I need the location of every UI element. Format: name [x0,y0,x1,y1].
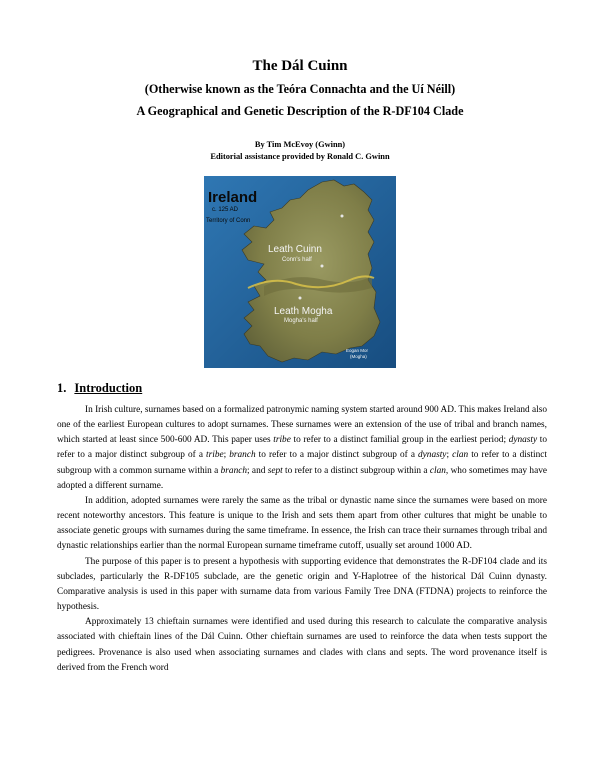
place-marker [341,215,344,218]
paragraph-text: to refer to a distinct familial group in the earliest period; [290,435,509,446]
term-branch: branch [229,450,256,461]
place-marker [321,265,324,268]
south-half-label: Mogha's half [284,318,318,324]
term-branch: branch [220,465,247,476]
north-half-label: Conn's half [282,257,312,263]
paragraph-2: In addition, adopted surnames were rarely the same as the tribal or dynastic name since the surnames were based on more recent noteworthy ancestors. This feature is unique to the Irish and sets them apart from other cultures that might be unable to associate genetic groups with surnames during the same timeframe. In essence, the Irish can trace their surnames through tribal and dynastic relationships earlier than the normal European surname timeframe cutoff, usually set around 1000 AD. [57,495,547,552]
place-marker [299,297,302,300]
author-line: By Tim McEvoy (Gwinn) [254,140,346,149]
north-region-label: Leath Cuinn [268,244,322,255]
paragraph-text: to refer to a distinct subgroup with a common surname within a [57,450,548,476]
paragraph-text: to refer to a major distinct subgroup of a [57,435,548,461]
document-subtitle: (Otherwise known as the Teóra Connachta and the Uí Néill) [144,82,456,96]
section-title: Introduction [74,381,143,395]
paragraph-text: , who sometimes may have adopted a different surname. [57,465,547,491]
paragraph-text: ; [446,450,453,461]
term-tribe: tribe [273,435,291,446]
section-heading [57,381,142,396]
paragraph-text: to refer to a distinct subgroup within a [282,465,430,476]
term-sept: sept [267,465,283,476]
term-clan: clan [429,465,446,476]
paragraph-text: In Irish culture, surnames based on a formalized patronymic naming system started around 900 AD. This makes Ireland also one of the earliest European cultures to adopt surnames. These surnames were an extension of the use of tribal and branch names, which started at least since 500-600 AD. This paper uses [57,405,547,446]
east-note-label-2: (Mogha) [350,354,367,359]
editorial-line: Editorial assistance provided by Ronald C. Gwinn [210,152,390,161]
section-number: 1. [57,381,67,395]
paragraph-text: ; [223,450,230,461]
document-title: The Dál Cuinn [252,58,348,74]
term-dynasty: dynasty [418,450,447,461]
term-clan: clan [452,450,469,461]
east-note-label: Eogan Mor [346,348,369,353]
paragraph-text: to refer to a major distinct subgroup of a [255,450,419,461]
paragraph-1 [57,403,547,494]
ireland-map-figure [204,176,396,368]
paragraph-4: Approximately 13 chieftain surnames were identified and used during this research to calculate the comparative analysis associated with chieftain lines of the Dál Cuinn. Other chieftain surnames are used to reinforce the data when tests support the pedigrees. Provenance is also used when associating surnames and clades with clans and septs. The word provenance itself is derived from the French word [57,617,547,673]
south-region-label: Leath Mogha [274,306,333,317]
map-date: c. 125 AD [212,207,239,213]
map-title: Ireland [208,189,258,206]
term-tribe: tribe [206,450,224,461]
term-dynasty: dynasty [508,435,538,446]
paragraph-text: ; and [247,465,268,476]
document-subtitle-2: A Geographical and Genetic Description of the R-DF104 Clade [136,104,464,118]
paragraph-3: The purpose of this paper is to present a hypothesis with supporting evidence that demonstrates the R-DF104 clade and its subclades, particularly the R-DF105 subclade, are the genetic origin and Y-Haplotree of the historical Dál Cuinn dynasty. Comparative analysis is used in this paper with surname data from various Family Tree DNA (FTDNA) projects to reinforce the hypothesis. [57,556,547,613]
map-territory-label: Territory of Conn [206,218,251,224]
body-text [57,403,547,676]
